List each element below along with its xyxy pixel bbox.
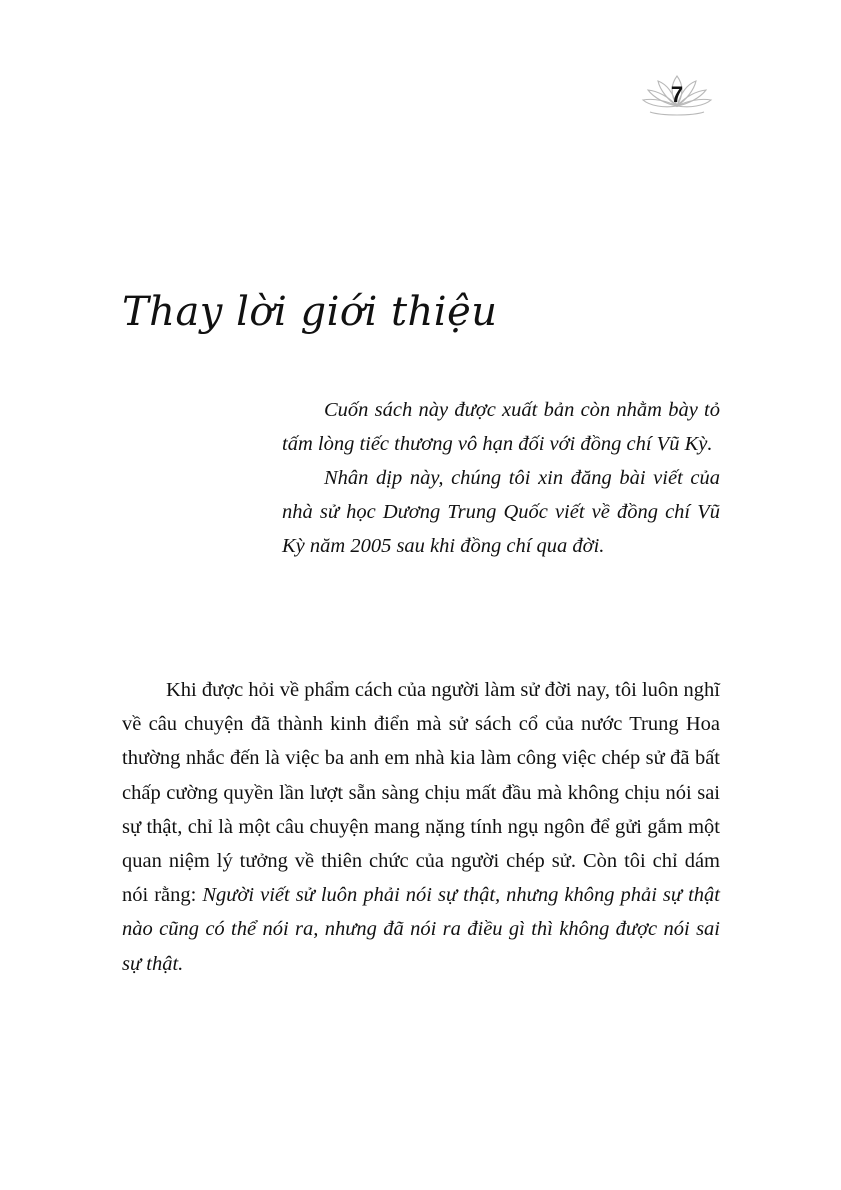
- chapter-title: Thay lời giới thiệu: [122, 289, 498, 335]
- epigraph: [282, 393, 720, 563]
- epigraph-paragraph: Nhân dịp này, chúng tôi xin đăng bài viết của nhà sử học Dương Trung Quốc viết về đồng chí Vũ Kỳ năm 2005 sau khi đồng chí qua đời.: [282, 467, 720, 557]
- body-text: [122, 673, 720, 981]
- body-paragraph-regular: Khi được hỏi về phẩm cách của người làm sử đời nay, tôi luôn nghĩ về câu chuyện đã thành kinh điển mà sử sách cổ của nước Trung Hoa thường nhắc đến là việc ba anh em nhà kia làm công việc chép sử đã bất chấp cường quyền lần lượt sẵn sàng chịu mất đầu mà không chịu nói sai sự thật, chỉ là một câu chuyện mang nặng tính ngụ ngôn để gửi gắm một quan niệm lý tưởng về thiên chức của người chép sử. Còn tôi chỉ dám nói rằng:: [122, 679, 720, 907]
- body-paragraph: [122, 673, 720, 981]
- epigraph-paragraph: Cuốn sách này được xuất bản còn nhằm bày tỏ tấm lòng tiếc thương vô hạn đối với đồng chí Vũ Kỳ.: [282, 399, 720, 455]
- body-paragraph-italic-quote: Người viết sử luôn phải nói sự thật, nhưng không phải sự thật nào cũng có thể nói ra, nhưng đã nói ra điều gì thì không được nói sai sự thật.: [122, 884, 720, 975]
- page-number-ornament: [640, 72, 714, 118]
- page-number: 7: [670, 82, 684, 107]
